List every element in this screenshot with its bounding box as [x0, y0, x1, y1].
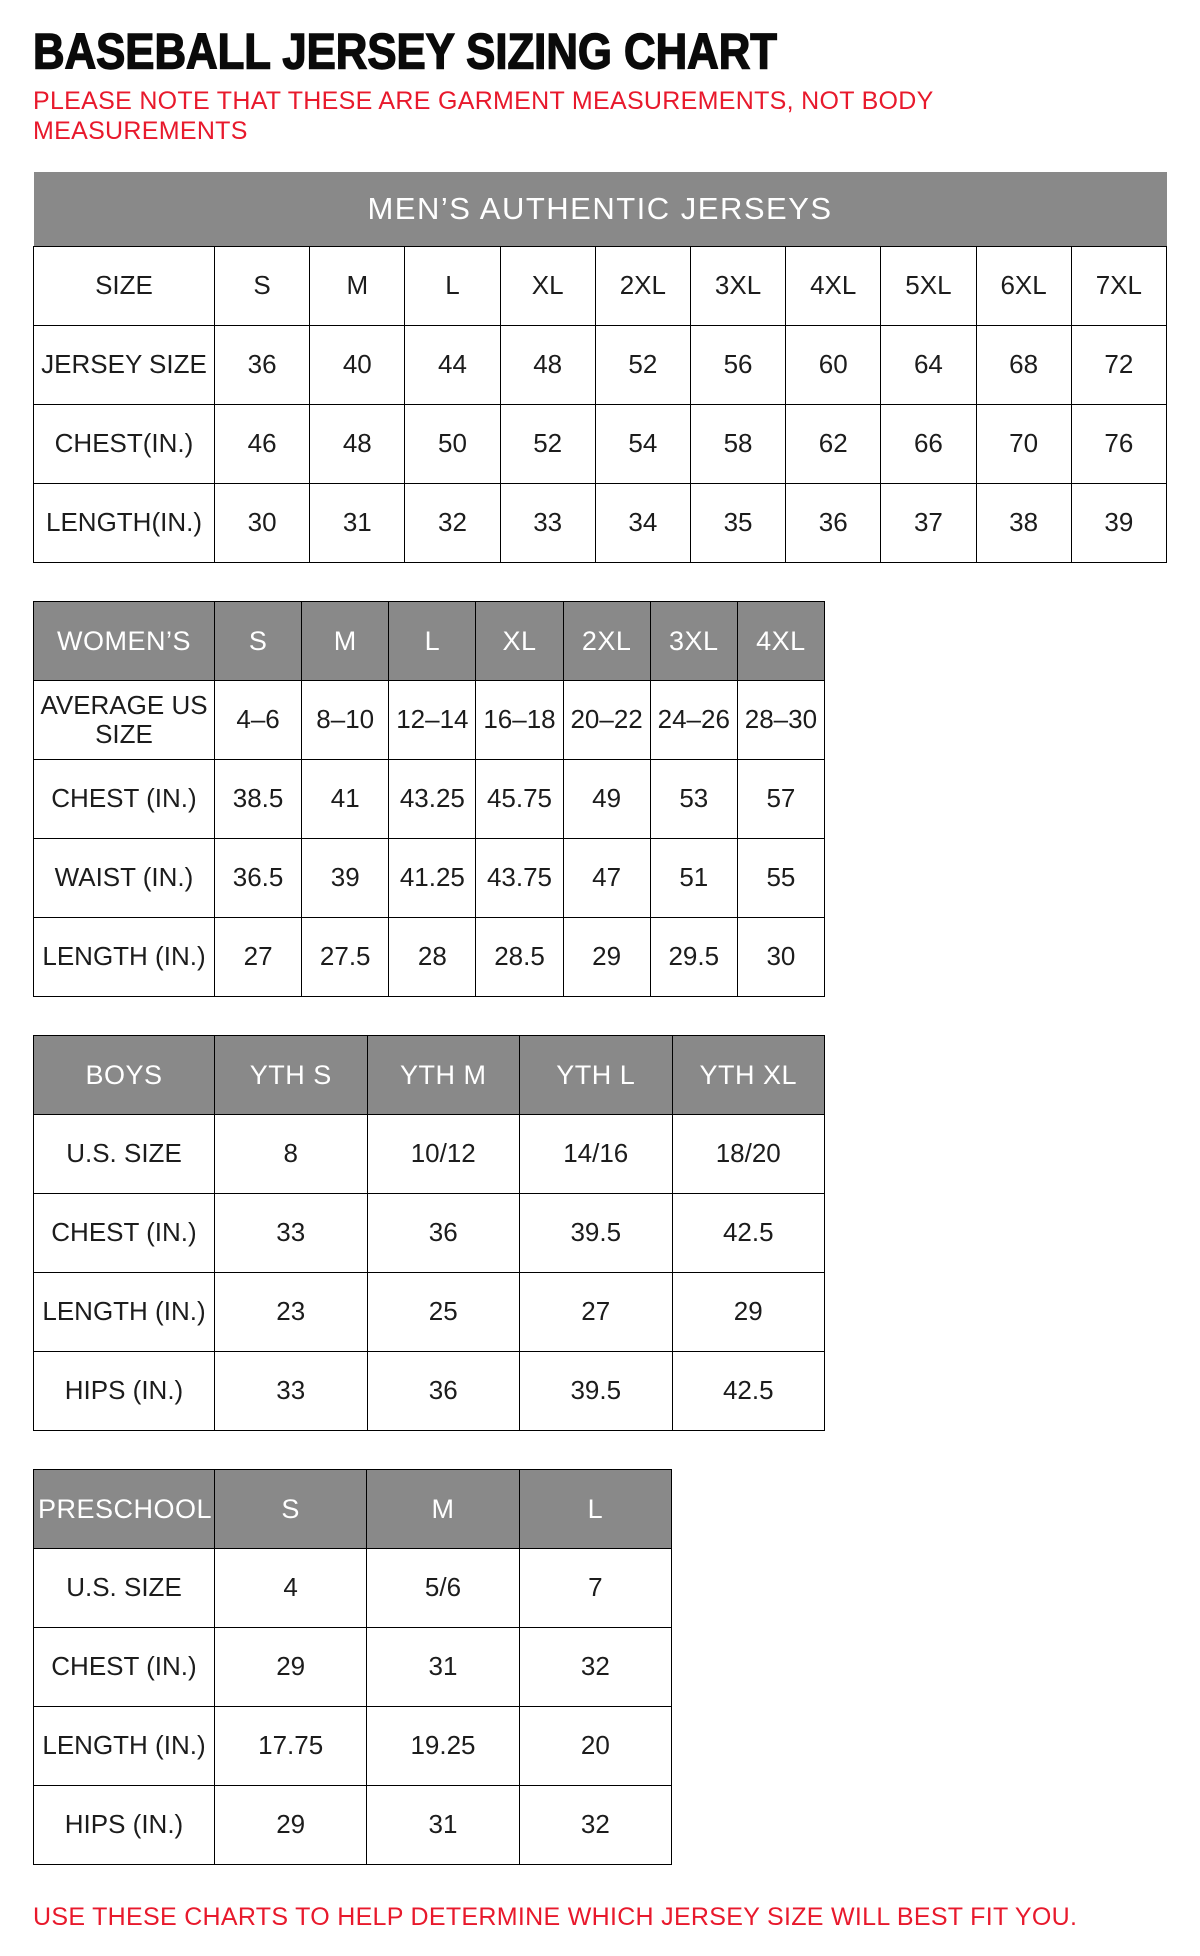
table-cell: 58 [690, 405, 785, 484]
table-cell: 57 [737, 760, 824, 839]
table-cell: 36 [786, 484, 881, 563]
row-label: AVERAGE US SIZE [34, 681, 215, 760]
table-cell: 52 [595, 326, 690, 405]
table-cell: 44 [405, 326, 500, 405]
page-title: BASEBALL JERSEY SIZING CHART [33, 23, 777, 80]
table-cell: 3XL [690, 247, 785, 326]
table-cell: 8 [215, 1115, 368, 1194]
table-cell: 48 [310, 405, 405, 484]
table-row [34, 1549, 672, 1628]
row-label: CHEST(IN.) [34, 405, 215, 484]
womens-table-title: WOMEN’S [34, 602, 215, 681]
row-label: HIPS (IN.) [34, 1352, 215, 1431]
table-cell: 4 [215, 1549, 367, 1628]
table-cell: 20 [519, 1707, 671, 1786]
column-header: XL [476, 602, 563, 681]
table-cell: 27 [215, 918, 302, 997]
table-cell: 32 [405, 484, 500, 563]
table-cell: 23 [215, 1273, 368, 1352]
table-cell: 7 [519, 1549, 671, 1628]
table-cell: XL [500, 247, 595, 326]
column-header: L [519, 1470, 671, 1549]
table-cell: 33 [500, 484, 595, 563]
table-cell: 50 [405, 405, 500, 484]
row-label: CHEST (IN.) [34, 760, 215, 839]
table-cell: 28.5 [476, 918, 563, 997]
row-label: LENGTH(IN.) [34, 484, 215, 563]
column-header: YTH M [367, 1036, 520, 1115]
table-cell: 36.5 [215, 839, 302, 918]
table-cell: 29 [215, 1786, 367, 1865]
table-cell: 18/20 [672, 1115, 825, 1194]
table-cell: L [405, 247, 500, 326]
table-cell: 31 [310, 484, 405, 563]
footer-note: USE THESE CHARTS TO HELP DETERMINE WHICH JERSEY SIZE WILL BEST FIT YOU. [33, 1903, 1078, 1931]
column-header: YTH XL [672, 1036, 825, 1115]
table-row [34, 1194, 825, 1273]
table-cell: 39.5 [520, 1194, 673, 1273]
garment-measurements-note: PLEASE NOTE THAT THESE ARE GARMENT MEASUREMENTS, NOT BODY MEASUREMENTS [33, 87, 934, 145]
table-row [34, 405, 1167, 484]
table-cell: 41 [302, 760, 389, 839]
table-cell: 27 [520, 1273, 673, 1352]
row-label: JERSEY SIZE [34, 326, 215, 405]
mens-authentic-jerseys-table [33, 172, 1167, 563]
table-cell: 4–6 [215, 681, 302, 760]
preschool-table [33, 1469, 672, 1865]
table-row [34, 1786, 672, 1865]
row-label: SIZE [34, 247, 215, 326]
table-row [34, 918, 825, 997]
table-cell: 64 [881, 326, 976, 405]
table-cell: 31 [367, 1628, 519, 1707]
table-cell: 47 [563, 839, 650, 918]
table-cell: 34 [595, 484, 690, 563]
table-cell: 29 [563, 918, 650, 997]
table-cell: 36 [367, 1352, 520, 1431]
row-label: LENGTH (IN.) [34, 1707, 215, 1786]
table-cell: 31 [367, 1786, 519, 1865]
table-cell: 66 [881, 405, 976, 484]
row-label: CHEST (IN.) [34, 1628, 215, 1707]
column-header: 3XL [650, 602, 737, 681]
table-cell: 55 [737, 839, 824, 918]
row-label: U.S. SIZE [34, 1115, 215, 1194]
table-header-row [34, 1470, 672, 1549]
column-header: YTH S [215, 1036, 368, 1115]
table-row [34, 839, 825, 918]
table-cell: 76 [1071, 405, 1166, 484]
womens-table [33, 601, 825, 997]
table-cell: 36 [215, 326, 310, 405]
column-header: YTH L [520, 1036, 673, 1115]
table-cell: 68 [976, 326, 1071, 405]
table-cell: 5XL [881, 247, 976, 326]
table-cell: 33 [215, 1352, 368, 1431]
table-cell: 24–26 [650, 681, 737, 760]
table-row [34, 1628, 672, 1707]
table-cell: 48 [500, 326, 595, 405]
table-cell: 35 [690, 484, 785, 563]
table-cell: 42.5 [672, 1194, 825, 1273]
row-label: CHEST (IN.) [34, 1194, 215, 1273]
table-cell: 30 [215, 484, 310, 563]
row-label: LENGTH (IN.) [34, 918, 215, 997]
table-cell: 46 [215, 405, 310, 484]
table-cell: 32 [519, 1786, 671, 1865]
table-cell: 12–14 [389, 681, 476, 760]
column-header: S [215, 1470, 367, 1549]
table-row [34, 1352, 825, 1431]
table-cell: 25 [367, 1273, 520, 1352]
table-cell: 6XL [976, 247, 1071, 326]
table-cell: 30 [737, 918, 824, 997]
table-cell: 16–18 [476, 681, 563, 760]
column-header: M [302, 602, 389, 681]
table-cell: 7XL [1071, 247, 1166, 326]
column-header: L [389, 602, 476, 681]
table-cell: 54 [595, 405, 690, 484]
table-cell: 36 [367, 1194, 520, 1273]
table-cell: 56 [690, 326, 785, 405]
table-cell: 14/16 [520, 1115, 673, 1194]
table-cell: 70 [976, 405, 1071, 484]
table-cell: 4XL [786, 247, 881, 326]
table-header-row [34, 602, 825, 681]
table-cell: 28 [389, 918, 476, 997]
table-cell: 29 [672, 1273, 825, 1352]
table-cell: 40 [310, 326, 405, 405]
table-row [34, 760, 825, 839]
table-row [34, 681, 825, 760]
table-cell: 39.5 [520, 1352, 673, 1431]
table-cell: 62 [786, 405, 881, 484]
row-label: U.S. SIZE [34, 1549, 215, 1628]
table-cell: 39 [1071, 484, 1166, 563]
table-header-row [34, 1036, 825, 1115]
table-row [34, 1115, 825, 1194]
table-cell: 41.25 [389, 839, 476, 918]
column-header: S [215, 602, 302, 681]
row-label: HIPS (IN.) [34, 1786, 215, 1865]
table-cell: 37 [881, 484, 976, 563]
boys-table-title: BOYS [34, 1036, 215, 1115]
table-cell: 42.5 [672, 1352, 825, 1431]
table-row [34, 1707, 672, 1786]
table-cell: 29 [215, 1628, 367, 1707]
table-cell: 43.75 [476, 839, 563, 918]
preschool-table-title: PRESCHOOL [34, 1470, 215, 1549]
table-cell: 39 [302, 839, 389, 918]
column-header: 2XL [563, 602, 650, 681]
table-cell: 49 [563, 760, 650, 839]
table-cell: 38.5 [215, 760, 302, 839]
table-row [34, 247, 1167, 326]
table-cell: 45.75 [476, 760, 563, 839]
column-header: M [367, 1470, 519, 1549]
table-cell: 60 [786, 326, 881, 405]
table-cell: 29.5 [650, 918, 737, 997]
table-cell: 52 [500, 405, 595, 484]
table-cell: 5/6 [367, 1549, 519, 1628]
table-cell: 10/12 [367, 1115, 520, 1194]
table-row [34, 1273, 825, 1352]
table-cell: 53 [650, 760, 737, 839]
table-cell: 2XL [595, 247, 690, 326]
table-cell: S [215, 247, 310, 326]
table-cell: 51 [650, 839, 737, 918]
mens-table-title: MEN’S AUTHENTIC JERSEYS [34, 172, 1167, 247]
table-cell: 20–22 [563, 681, 650, 760]
table-cell: 8–10 [302, 681, 389, 760]
table-cell: 33 [215, 1194, 368, 1273]
table-cell: 32 [519, 1628, 671, 1707]
boys-table [33, 1035, 825, 1431]
table-row [34, 484, 1167, 563]
table-cell: 19.25 [367, 1707, 519, 1786]
table-row [34, 326, 1167, 405]
table-cell: M [310, 247, 405, 326]
table-cell: 72 [1071, 326, 1166, 405]
table-cell: 28–30 [737, 681, 824, 760]
table-cell: 27.5 [302, 918, 389, 997]
table-cell: 43.25 [389, 760, 476, 839]
row-label: LENGTH (IN.) [34, 1273, 215, 1352]
table-cell: 17.75 [215, 1707, 367, 1786]
row-label: WAIST (IN.) [34, 839, 215, 918]
table-cell: 38 [976, 484, 1071, 563]
column-header: 4XL [737, 602, 824, 681]
